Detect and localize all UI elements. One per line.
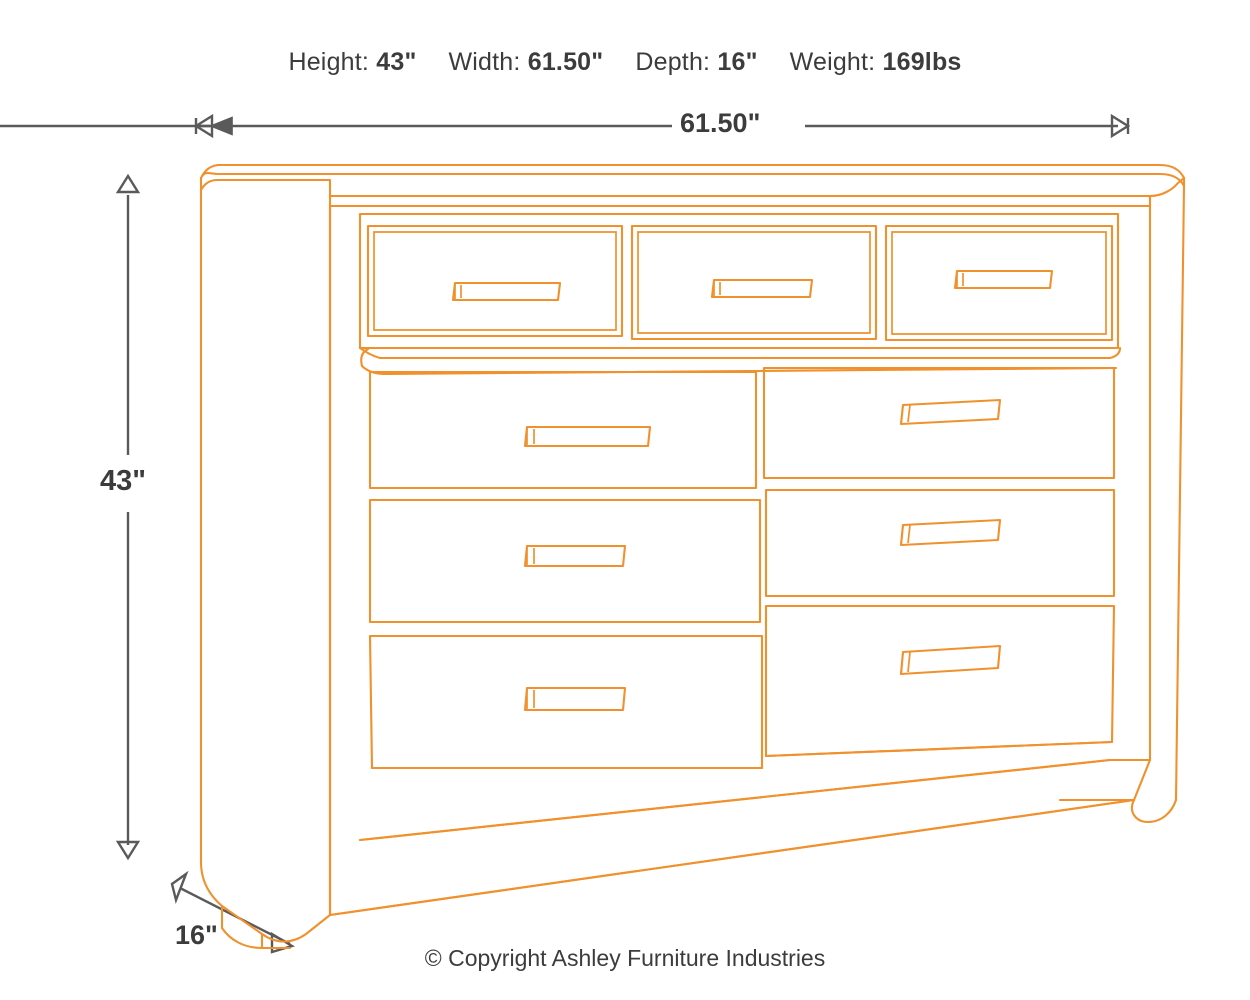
drawer-pull-top-left[interactable] <box>453 283 560 300</box>
spec-depth-label: Depth: <box>635 48 711 76</box>
drawer-top-right[interactable] <box>886 226 1112 340</box>
spec-width-label: Width: <box>448 48 521 76</box>
dresser-base-rail <box>330 742 1134 915</box>
drawer-top-left[interactable] <box>368 226 622 336</box>
dresser-front-frame <box>330 206 1150 915</box>
drawer-pull-row4-right[interactable] <box>901 646 1000 674</box>
drawer-row4-left[interactable] <box>370 636 762 768</box>
drawer-divider-rail <box>360 348 1120 374</box>
drawer-row3-left[interactable] <box>370 500 760 622</box>
dresser-top <box>201 165 1184 208</box>
depth-dimension-label: 16" <box>175 920 218 950</box>
spec-weight-value: 169lbs <box>882 48 962 76</box>
dresser-left-side <box>201 190 330 948</box>
width-dimension-label: 61.50" <box>680 108 761 138</box>
drawer-pull-top-center[interactable] <box>712 280 812 297</box>
drawer-row3-right[interactable] <box>766 490 1114 596</box>
drawer-pull-row2-right[interactable] <box>901 400 1000 424</box>
drawer-pull-row2-left[interactable] <box>525 427 650 446</box>
copyright-text: © Copyright Ashley Furniture Industries <box>424 945 826 971</box>
drawer-pull-row3-right[interactable] <box>901 520 1000 545</box>
spec-height-label: Height: <box>288 48 370 76</box>
drawer-row4-right[interactable] <box>766 606 1114 756</box>
drawer-pull-top-right[interactable] <box>955 271 1052 288</box>
drawer-pull-row4-left[interactable] <box>525 688 625 710</box>
drawer-pull-row3-left[interactable] <box>525 546 625 566</box>
drawer-top-center[interactable] <box>632 226 876 339</box>
spec-weight-label: Weight: <box>789 48 876 76</box>
dresser-right-side <box>1060 186 1184 822</box>
spec-width-value: 61.50" <box>527 48 604 76</box>
spec-depth-value: 16" <box>717 48 758 76</box>
height-dimension-label: 43" <box>100 465 147 497</box>
drawer-row2-left[interactable] <box>370 372 756 488</box>
spec-height-value: 43" <box>376 48 417 76</box>
drawer-row2-right[interactable] <box>764 368 1114 478</box>
